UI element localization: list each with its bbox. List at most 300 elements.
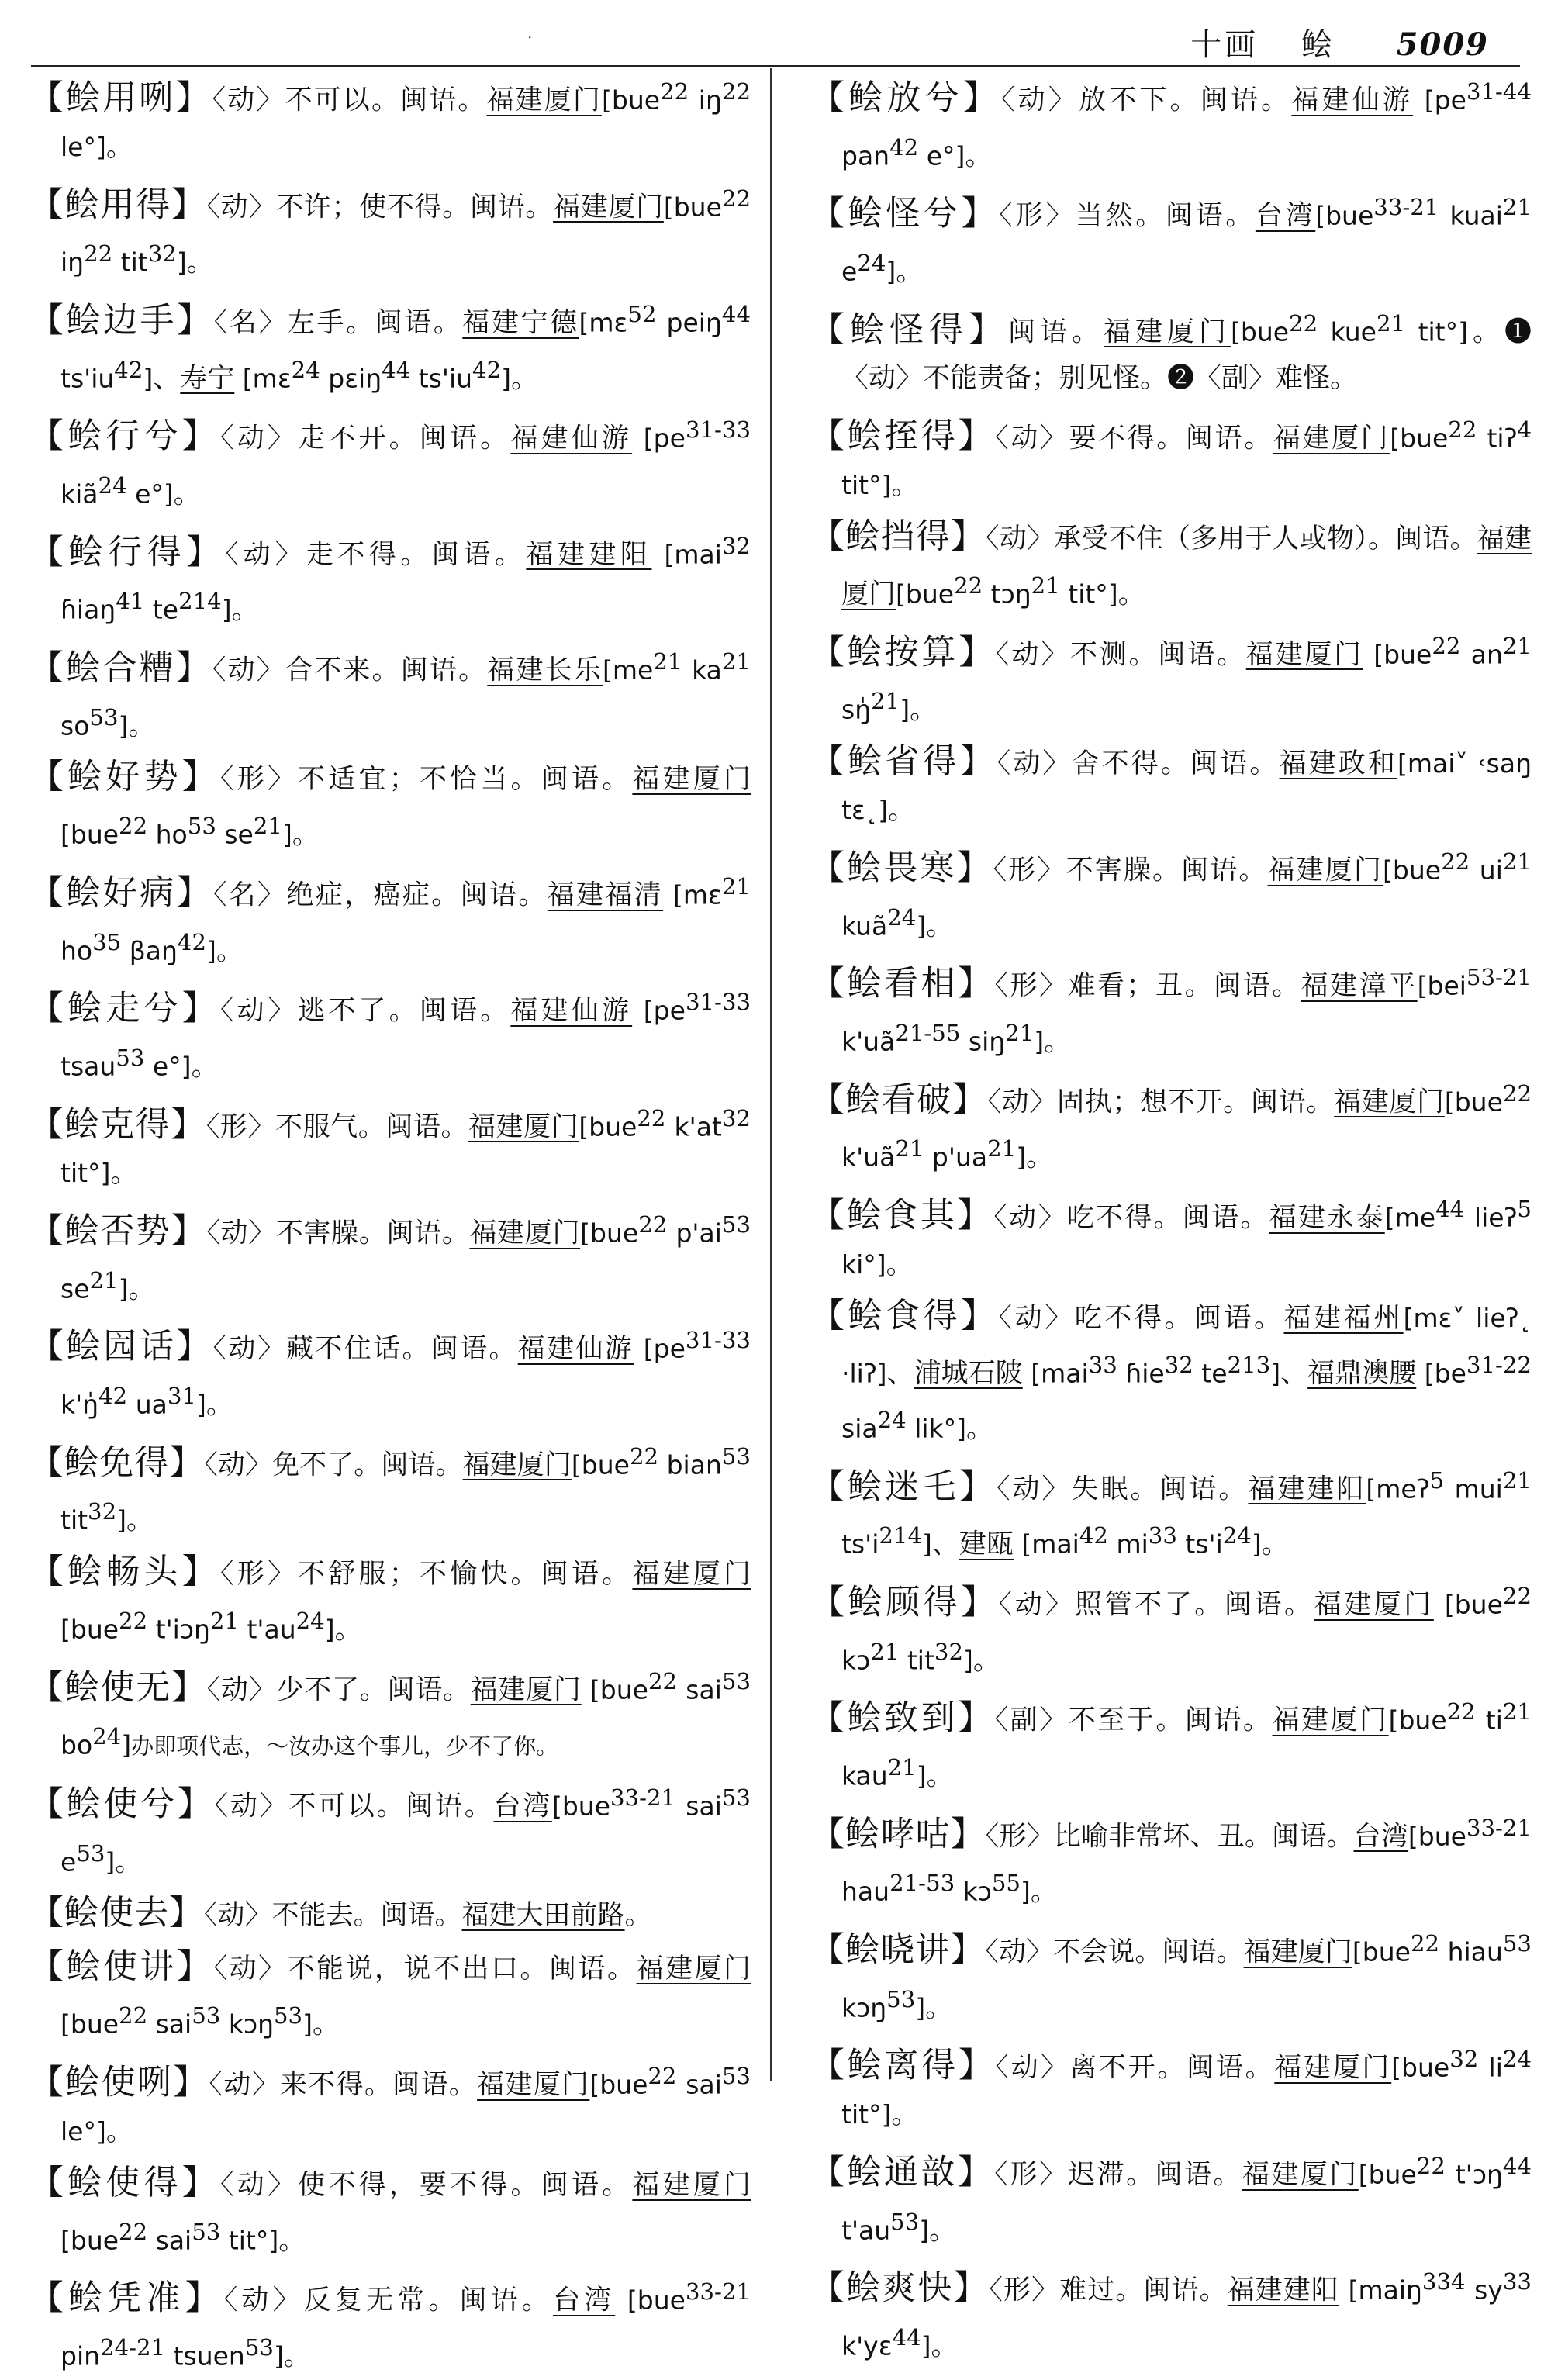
definition-text: 当然。闽语。 (1075, 200, 1256, 232)
locality: 福建厦门 (553, 192, 664, 223)
tone-number: 214 (178, 588, 222, 615)
tone-number: 44 (1502, 2153, 1532, 2180)
headword: 【鲙使去】 (29, 1893, 204, 1933)
pronunciation: k'ŋ̍ (60, 1389, 99, 1420)
definition-text: 比喻非常坏、丑。闽语。 (1053, 1821, 1354, 1853)
definition-text: 。 (115, 1846, 143, 1878)
pronunciation: tsau (60, 1051, 116, 1082)
pronunciation: lieʔ (1464, 1202, 1518, 1233)
tone-number: 214 (879, 1522, 923, 1549)
tone-number: 21 (1031, 572, 1060, 599)
locality: 福建厦门 (1273, 423, 1390, 454)
pronunciation: [bue (1352, 1936, 1411, 1967)
pronunciation: e°] (126, 478, 174, 510)
tone-number: 21-53 (889, 1870, 955, 1897)
pronunciation: bo (60, 1730, 93, 1761)
pronunciation: ts'i (841, 1529, 879, 1560)
dictionary-entry (810, 2036, 1532, 2138)
part-of-speech: 〈动〉 (998, 1589, 1076, 1621)
pronunciation: [bue (602, 85, 661, 116)
tone-number: 21 (653, 648, 682, 675)
pronunciation: se (216, 819, 254, 850)
headword: 【鲙放兮】 (810, 78, 1001, 118)
pronunciation: [bei (1417, 970, 1466, 1001)
locality: 福建厦门 (469, 1218, 581, 1249)
pronunciation: [bue (581, 1674, 648, 1705)
pronunciation: ] (324, 1614, 335, 1645)
dictionary-entry (810, 1805, 1532, 1915)
definition-text: 免不了。闽语。 (272, 1449, 463, 1481)
pronunciation: kɔŋ (841, 1992, 887, 2023)
pronunciation: pin (60, 2340, 101, 2371)
pronunciation: [bue (60, 819, 119, 850)
part-of-speech: 〈动〉 (204, 1900, 272, 1932)
headword: 【鲙按算】 (810, 632, 997, 672)
tone-number: 21 (1502, 1466, 1532, 1494)
pronunciation: ] (118, 1273, 129, 1304)
pronunciation: p'ai (667, 1218, 722, 1249)
locality: 福建厦门 (1334, 1086, 1445, 1118)
definition-text: 。 (910, 694, 938, 726)
definition-text: 。 (128, 1273, 156, 1305)
definition-text: 照管不了。闽语。 (1075, 1589, 1314, 1621)
column-divider (770, 68, 772, 2081)
tone-number: 24 (98, 472, 127, 499)
definition-text: 闽语。 (1008, 316, 1104, 348)
pronunciation: [mɛ (663, 879, 722, 910)
pronunciation: [mɛ (234, 363, 292, 394)
part-of-speech: 〈动〉 (214, 1791, 289, 1822)
definition-text: 。 (206, 1389, 233, 1421)
tone-number: 213 (1227, 1351, 1271, 1378)
tone-number: 44 (1435, 1195, 1465, 1222)
pronunciation: ] (886, 256, 896, 287)
tone-number: 31-33 (685, 416, 751, 444)
pronunciation: tit°] (60, 1158, 111, 1189)
pronunciation: pan (841, 140, 890, 171)
definition-text: 难过。闽语。 (1059, 2275, 1228, 2306)
definition-text: 、 (1280, 1358, 1308, 1390)
locality: 福建厦门 (1314, 1589, 1434, 1621)
pronunciation: tit (899, 1645, 934, 1676)
dictionary-entry (810, 1573, 1532, 1684)
headword: 【鲙哮咕】 (810, 1814, 986, 1854)
locality: 福建厦门 (1272, 1705, 1389, 1737)
definition-text: 使不得，要不得。闽语。 (298, 2169, 633, 2201)
pronunciation: ] (195, 1389, 206, 1420)
definition-text: 。 (929, 2215, 957, 2247)
headword: 【鲙好病】 (29, 872, 213, 913)
tone-number: 42 (472, 356, 502, 383)
locality: 福建仙游 (517, 1334, 634, 1366)
pronunciation: tit°] (1405, 316, 1468, 347)
pronunciation: ] (143, 363, 154, 394)
pronunciation: ts'iu (410, 363, 473, 394)
dictionary-entry (29, 1943, 751, 2048)
definition-text: 。 (126, 1505, 154, 1537)
tone-number: 22 (1441, 848, 1470, 875)
tone-number: 22 (84, 240, 113, 268)
pronunciation: kue (1318, 316, 1377, 347)
dictionary-entry (810, 623, 1532, 734)
headword: 【鲙省得】 (810, 741, 997, 781)
tone-number: 22 (1289, 309, 1318, 337)
headword: 【鲙通敨】 (810, 2152, 995, 2192)
dictionary-entry (29, 1774, 751, 1885)
pronunciation: hau (841, 1877, 890, 1908)
pronunciation: kau (841, 1760, 888, 1791)
tone-number: 53 (116, 1044, 145, 1071)
tone-number: 22 (1432, 632, 1461, 659)
pronunciation: ] (273, 2340, 284, 2371)
pronunciation: t'iɔŋ (147, 1614, 210, 1645)
part-of-speech: 〈形〉 (994, 2159, 1069, 2191)
dictionary-entry (29, 1658, 751, 1770)
locality: 福建厦门 (1242, 2159, 1359, 2191)
pronunciation: [bue (1315, 200, 1374, 231)
headword: 【鲙用得】 (29, 185, 207, 225)
definition-text: 不害臊。闽语。 (275, 1218, 470, 1249)
dictionary-entry (29, 2268, 751, 2379)
part-of-speech: 〈名〉 (213, 307, 288, 339)
dictionary-entry (810, 1070, 1532, 1181)
tone-number: 53 (192, 2218, 221, 2245)
pronunciation: ] (302, 2009, 313, 2040)
part-of-speech: 〈形〉 (220, 1559, 299, 1591)
pronunciation: le°] (60, 131, 106, 162)
pronunciation: k'uã (841, 1026, 896, 1057)
headword: 【鲙离得】 (810, 2046, 996, 2086)
locality: 福建建阳 (1227, 2275, 1340, 2306)
dictionary-entry (810, 738, 1532, 834)
definition-text: 合不来。闽语。 (285, 655, 488, 686)
pronunciation: pɛiŋ (320, 363, 382, 394)
definition-text: 少不了。闽语。 (276, 1674, 471, 1706)
pronunciation: tit (112, 247, 148, 278)
part-of-speech: 〈形〉 (220, 764, 299, 796)
pronunciation: bian (658, 1449, 722, 1480)
part-of-speech: 〈形〉 (989, 2275, 1060, 2306)
definition-text: 。 (965, 140, 993, 172)
tone-number: 22 (629, 1442, 659, 1470)
headword: 【鲙爽快】 (810, 2268, 990, 2308)
locality: 福建建阳 (1248, 1473, 1366, 1505)
definition-text: 。 (191, 1051, 219, 1083)
dictionary-entry (810, 184, 1532, 295)
tone-number: 334 (1421, 2268, 1466, 2295)
tone-number: 22 (954, 572, 983, 599)
headword: 【鲙怪兮】 (810, 193, 1000, 233)
locality: 台湾 (1255, 200, 1316, 232)
pronunciation: ] (105, 1846, 116, 1877)
pronunciation: [bue (615, 2285, 686, 2316)
part-of-speech: 〈形〉 (985, 1821, 1054, 1853)
dictionary-entry (810, 2258, 1532, 2369)
pronunciation: ] (206, 935, 216, 966)
tone-number: 31-33 (685, 989, 751, 1016)
dictionary-entry (29, 523, 751, 634)
pronunciation: [bue (571, 1449, 630, 1480)
locality: 福建厦门 (477, 2069, 590, 2101)
running-head (1190, 20, 1489, 64)
dictionary-entry (29, 979, 751, 1090)
pronunciation: mui (1444, 1473, 1503, 1504)
definition-text: 左手。闽语。 (287, 307, 463, 339)
definition-text: 。 (886, 1249, 914, 1280)
dictionary-entry (29, 68, 751, 171)
tone-number: 33 (1088, 1351, 1117, 1378)
part-of-speech: 〈动〉 (986, 523, 1055, 554)
pronunciation: k'uã (841, 1142, 896, 1173)
definition-text: 不适宜；不恰当。闽语。 (298, 764, 633, 796)
pronunciation: t'au (238, 1614, 296, 1645)
tone-number: 53 (890, 2208, 920, 2235)
locality: 建瓯 (959, 1529, 1014, 1561)
definition-text: 要不得。闽语。 (1069, 423, 1273, 454)
locality: 福建厦门 (636, 1953, 751, 1985)
pronunciation: p'ua (924, 1142, 988, 1173)
pronunciation: [me (1384, 1202, 1436, 1233)
pronunciation: [bue (663, 192, 722, 223)
part-of-speech: 〈动〉 (841, 363, 924, 395)
pronunciation: sy (1465, 2275, 1503, 2306)
pronunciation: ts'iu (60, 363, 115, 394)
dictionary-entry (810, 68, 1532, 179)
definition-text: 不可以。闽语。 (285, 85, 487, 116)
definition-text: 固执；想不开。闽语。 (1057, 1086, 1335, 1118)
tone-number: 21 (895, 1135, 924, 1162)
definition-text: 失眠。闽语。 (1071, 1473, 1249, 1505)
tone-number: 33-21 (685, 2278, 751, 2306)
locality: 福建福州 (1283, 1302, 1404, 1334)
part-of-speech: 〈动〉 (987, 1086, 1058, 1118)
tone-number: 42 (98, 1383, 128, 1410)
tone-number: 22 (1502, 1583, 1532, 1610)
dictionary-entry (810, 1688, 1532, 1799)
part-of-speech: 〈动〉 (213, 1953, 288, 1985)
tone-number: 32 (1449, 2046, 1479, 2073)
tone-number: 21 (871, 688, 900, 715)
part-of-speech: 〈动〉 (212, 85, 285, 116)
pronunciation: [bue (1358, 2159, 1417, 2190)
pronunciation: [bue (1390, 423, 1449, 454)
pronunciation: sai (677, 1674, 722, 1705)
pronunciation: [bue (60, 2009, 119, 2040)
locality: 福鼎澳腰 (1307, 1358, 1417, 1390)
definition-text: 逃不了。闽语。 (298, 995, 511, 1027)
tone-number: 53 (187, 813, 216, 840)
tone-number: 21-55 (895, 1019, 961, 1046)
head-character: 鲙 (1301, 27, 1335, 63)
pronunciation: so (60, 710, 90, 741)
pronunciation: [bue (1383, 855, 1442, 886)
headword: 【鲙挃得】 (810, 416, 996, 456)
definition-text: 。 (888, 794, 916, 826)
pronunciation: sai (676, 2069, 722, 2100)
tone-number: 53-21 (1466, 964, 1532, 991)
pronunciation: sai (147, 2009, 192, 2040)
definition-text: 。 (1044, 1026, 1072, 1058)
definition-text: 。 (292, 819, 320, 851)
pronunciation: ] (1251, 1529, 1262, 1560)
part-of-speech: 〈动〉 (996, 639, 1070, 671)
tone-number: 22 (119, 813, 148, 840)
part-of-speech: 〈动〉 (219, 995, 299, 1027)
definition-text: 走不开。闽语。 (298, 423, 511, 454)
pronunciation: sŋ̍ (841, 694, 872, 725)
pronunciation: [pe (632, 423, 686, 454)
locality: 福建厦门 (468, 1111, 579, 1143)
locality: 福建宁德 (462, 307, 579, 339)
pronunciation: ] (916, 1760, 927, 1791)
pronunciation: ] (1034, 1026, 1045, 1057)
pronunciation: ] (963, 1645, 973, 1676)
tone-number: 21 (209, 1608, 239, 1635)
pronunciation: iŋ (689, 85, 722, 116)
pronunciation: tit (60, 1505, 88, 1536)
part-of-speech: 〈动〉 (206, 1674, 277, 1706)
tone-number: 53 (721, 1784, 751, 1812)
pronunciation: [me (603, 655, 654, 686)
dictionary-entry (810, 1457, 1532, 1568)
pronunciation: ɦie (1117, 1358, 1165, 1389)
pronunciation: ho (60, 935, 93, 966)
tone-number: 22 (119, 1608, 148, 1635)
part-of-speech: 〈名〉 (212, 879, 287, 911)
part-of-speech: 〈动〉 (223, 2285, 304, 2316)
pronunciation: [mai˅ ˓saŋ tɛ˛] (841, 748, 1532, 825)
pronunciation: ] (900, 694, 910, 725)
definition-text: 。 (105, 131, 133, 163)
pronunciation: se (60, 1273, 90, 1304)
tone-number: 33 (1502, 2268, 1532, 2295)
tone-number: 44 (721, 300, 751, 327)
tone-number: 21 (1502, 848, 1532, 875)
headword: 【鲙使咧】 (29, 2062, 209, 2102)
tone-number: 22 (119, 2002, 148, 2029)
example-text: 办即项代志，～汝办这个事儿，少不了你。 (131, 1733, 559, 1760)
definition-text: 不可以。闽语。 (288, 1791, 494, 1822)
locality: 福建厦门 (841, 523, 1532, 610)
tone-number: 53 (721, 1667, 751, 1694)
part-of-speech: 〈动〉 (995, 423, 1069, 454)
pronunciation: [bue (579, 1111, 637, 1142)
definition-text: 不测。闽语。 (1069, 639, 1246, 671)
definition-text: 。 (925, 1992, 953, 2024)
locality: 台湾 (493, 1791, 552, 1822)
tone-number: 22 (1446, 1698, 1476, 1725)
dictionary-entry (810, 1920, 1532, 2031)
locality: 福建厦门 (462, 1449, 572, 1481)
pronunciation: [bue (589, 2069, 648, 2100)
pronunciation: [meʔ (1366, 1473, 1430, 1504)
tone-number: 24 (1222, 1522, 1252, 1549)
locality: 台湾 (552, 2285, 616, 2316)
part-of-speech: 〈动〉 (206, 192, 277, 223)
locality: 福建厦门 (632, 764, 751, 796)
pronunciation: hiau (1439, 1936, 1503, 1967)
pronunciation: [be (1416, 1358, 1466, 1389)
dictionary-entry (29, 1549, 751, 1653)
pronunciation: ] (915, 1992, 926, 2023)
definition-text: 。 (926, 910, 954, 942)
pronunciation: lik°] (906, 1413, 967, 1444)
locality: 福建建阳 (526, 539, 652, 571)
tone-number: 21 (1502, 1698, 1532, 1725)
tone-number: 44 (892, 2324, 921, 2351)
tone-number: 32 (88, 1498, 117, 1525)
tone-number: 21 (1502, 194, 1532, 221)
header-dot: · (527, 28, 533, 47)
pronunciation: kuai (1439, 200, 1503, 231)
tone-number: 24 (857, 249, 886, 276)
pronunciation: ] (922, 1529, 932, 1560)
tone-number: 22 (721, 185, 751, 212)
tone-number: 21 (1005, 1019, 1035, 1046)
tone-number: 21 (253, 813, 282, 840)
tone-number: 21 (887, 1754, 917, 1781)
definition-text: 舍不得。闽语。 (1072, 748, 1280, 779)
pronunciation: te (144, 594, 179, 625)
pronunciation: [mai (1022, 1358, 1089, 1389)
headword: 【鲙行得】 (29, 532, 226, 572)
tone-number: 21 (987, 1135, 1017, 1162)
pronunciation: [bue (60, 1614, 119, 1645)
pronunciation: ɦiaŋ (60, 594, 116, 625)
pronunciation: kiã (60, 478, 98, 510)
tone-number: 52 (627, 300, 657, 327)
pronunciation: t'au (841, 2215, 891, 2246)
headword: 【鲙否势】 (29, 1211, 207, 1251)
tone-number: 5 (1517, 1195, 1532, 1222)
definition-text: 不会说。闽语。 (1053, 1936, 1244, 1968)
definition-text: 难看；丑。闽语。 (1068, 970, 1301, 1002)
headword: 【鲙使讲】 (29, 1946, 214, 1987)
tone-number: 21 (89, 1266, 119, 1294)
tone-number: 21 (721, 648, 751, 675)
tone-number: 53 (76, 1839, 105, 1867)
tone-number: 24 (877, 1407, 907, 1434)
locality: 福建厦门 (1245, 639, 1363, 671)
definition-text: 吃不得。闽语。 (1066, 1202, 1269, 1234)
dictionary-entry (810, 513, 1532, 618)
definition-text: 。 (186, 247, 214, 278)
locality: 福建厦门 (1274, 2053, 1392, 2085)
headword: 【鲙迷乇】 (810, 1466, 997, 1507)
tone-number: 31-33 (685, 1327, 751, 1354)
pronunciation: tsuen (165, 2340, 245, 2371)
tone-number: 44 (382, 356, 411, 383)
dictionary-entry (29, 175, 751, 286)
tone-number: 22 (648, 1667, 678, 1694)
headword: 【鲙使得】 (29, 2162, 221, 2202)
headword: 【鲙看破】 (810, 1079, 988, 1120)
pronunciation: [bue (1231, 316, 1290, 347)
tone-number: 5 (1429, 1466, 1445, 1494)
locality: 福建厦门 (470, 1674, 582, 1706)
definition-text: 。 (110, 1158, 138, 1190)
headword: 【鲙走兮】 (29, 988, 220, 1028)
definition-text: 难怪。 (1276, 363, 1358, 395)
locality: 台湾 (1353, 1821, 1408, 1853)
pronunciation: ] (1270, 1358, 1281, 1389)
pronunciation: ] (118, 710, 129, 741)
tone-number: 22 (1416, 2153, 1446, 2180)
locality: 福建仙游 (510, 995, 633, 1027)
definition-text: 。 (891, 2099, 919, 2131)
headword: 【鲙使兮】 (29, 1784, 215, 1824)
locality: 福建仙游 (510, 423, 633, 454)
